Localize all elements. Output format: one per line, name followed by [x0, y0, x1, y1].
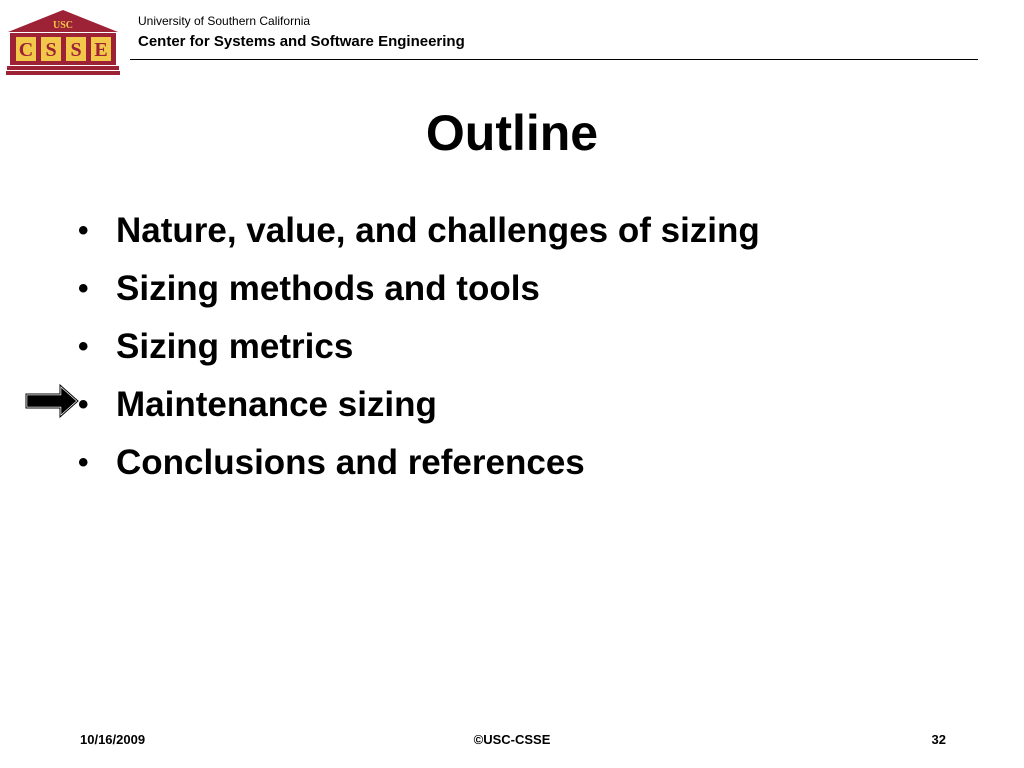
footer-copyright: ©USC-CSSE — [473, 732, 551, 747]
right-arrow-icon — [24, 381, 80, 421]
header-divider — [130, 59, 978, 60]
logo-letter: C — [18, 39, 34, 61]
bullet-text: Conclusions and references — [116, 443, 585, 482]
logo-top-text: USC — [52, 20, 74, 31]
bullet-dot: • — [78, 330, 89, 363]
bullet-dot: • — [78, 446, 89, 479]
logo-base-step — [7, 66, 119, 70]
bullet-text: Sizing metrics — [116, 327, 354, 366]
slide-title: Outline — [425, 105, 599, 161]
header-organization: University of Southern California — [138, 14, 311, 28]
logo-base-step — [6, 71, 120, 75]
bullet-dot: • — [78, 272, 89, 305]
logo-letter: S — [70, 39, 82, 61]
header-center-name: Center for Systems and Software Engineering — [138, 33, 465, 50]
bullet-dot: • — [78, 214, 89, 247]
footer-page-number: 32 — [931, 732, 946, 747]
footer-date: 10/16/2009 — [80, 732, 146, 747]
bullet-text: Nature, value, and challenges of sizing — [116, 211, 760, 250]
bullet-dot: • — [78, 388, 89, 421]
logo-letter: S — [45, 39, 57, 61]
usc-csse-logo — [6, 8, 120, 76]
bullet-text: Maintenance sizing — [116, 385, 437, 424]
bullet-text: Sizing methods and tools — [116, 269, 540, 308]
logo-letter: E — [94, 39, 108, 61]
